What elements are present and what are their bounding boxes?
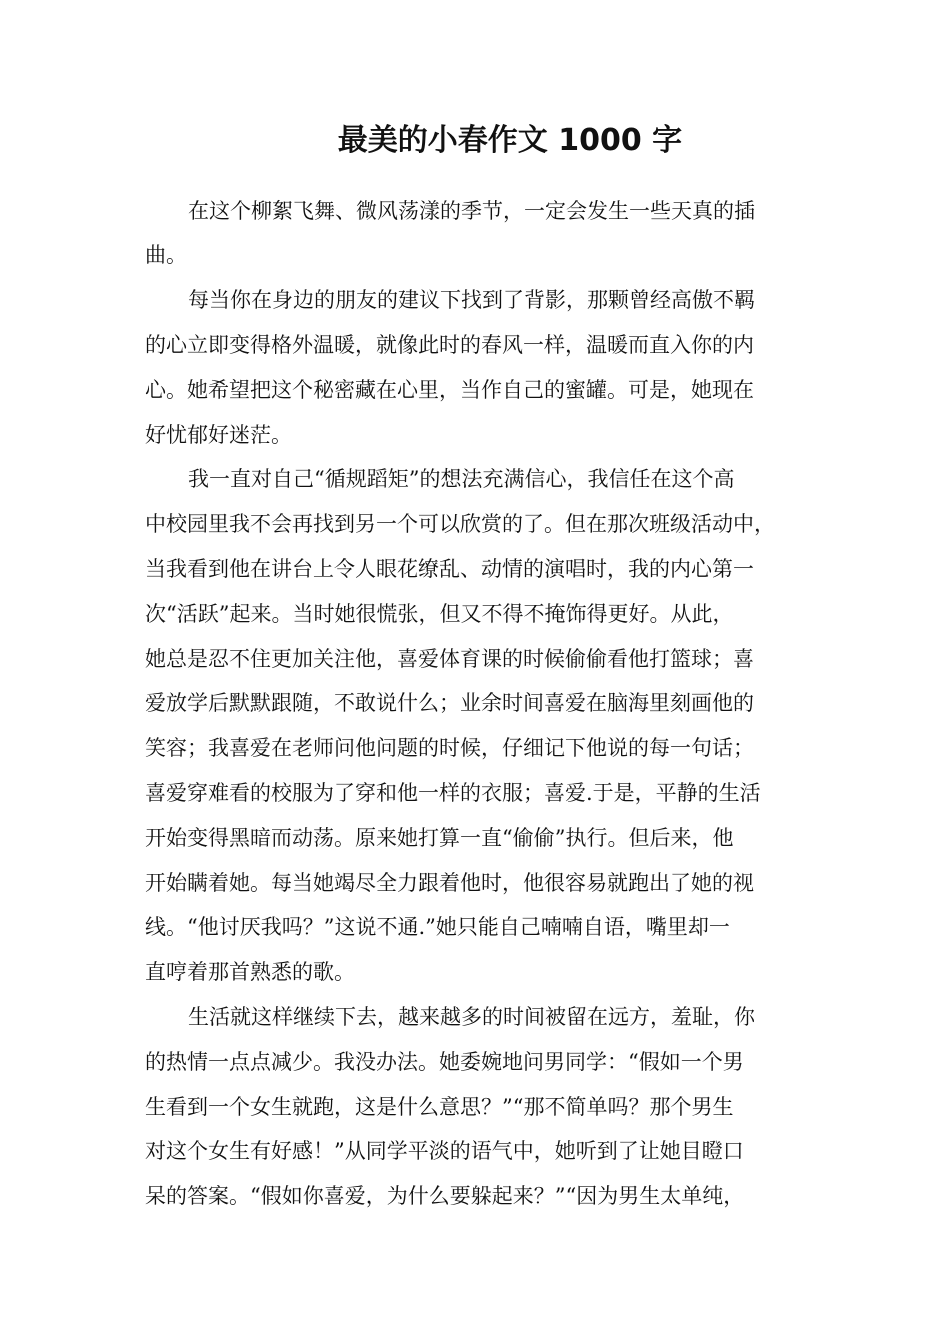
text-line: 呆的答案。“假如你喜爱，为什么要躲起来？”“因为男生太单纯， xyxy=(145,1184,745,1208)
text-line: 每当你在身边的朋友的建议下找到了背影，那颗曾经高傲不羁 xyxy=(188,288,755,312)
text-line: 爱放学后默默跟随，不敢说什么；业余时间喜爱在脑海里刻画他的 xyxy=(145,691,754,715)
text-line: 直哼着那首熟悉的歌。 xyxy=(145,960,355,984)
text-line: 当我看到他在讲台上令人眼花缭乱、动情的演唱时，我的内心第一 xyxy=(145,557,754,581)
text-line: 的心立即变得格外温暖，就像此时的春风一样，温暖而直入你的内 xyxy=(145,333,754,357)
text-line: 对这个女生有好感！”从同学平淡的语气中，她听到了让她目瞪口 xyxy=(145,1139,744,1163)
text-line: 在这个柳絮飞舞、微风荡漾的季节，一定会发生一些天真的插 xyxy=(188,199,755,223)
text-line: 的热情一点点减少。我没办法。她委婉地问男同学：“假如一个男 xyxy=(145,1050,744,1074)
text-line: 笑容；我喜爱在老师问他问题的时候，仔细记下他说的每一句话； xyxy=(145,736,754,760)
text-line: 她总是忍不住更加关注他，喜爱体育课的时候偷偷看他打篮球；喜 xyxy=(145,647,754,671)
text-line: 生看到一个女生就跑，这是什么意思？”“那不简单吗？那个男生 xyxy=(145,1095,734,1119)
text-line: 开始变得黑暗而动荡。原来她打算一直“偷偷”执行。但后来，他 xyxy=(145,826,734,850)
text-line: 心。她希望把这个秘密藏在心里，当作自己的蜜罐。可是，她现在 xyxy=(145,378,754,402)
text-line: 喜爱穿难看的校服为了穿和他一样的衣服；喜爱.于是，平静的生活 xyxy=(145,781,761,805)
text-line: 开始瞒着她。每当她竭尽全力跟着他时，他很容易就跑出了她的视 xyxy=(145,871,754,895)
text-line: 生活就这样继续下去，越来越多的时间被留在远方，羞耻，你 xyxy=(188,1005,755,1029)
text-line: 线。“他讨厌我吗？”这说不通.”她只能自己喃喃自语，嘴里却一 xyxy=(145,915,730,939)
document-title: 最美的小春作文 1000 字 xyxy=(337,123,683,158)
text-line: 好忧郁好迷茫。 xyxy=(145,423,292,447)
text-line: 次“活跃”起来。当时她很慌张，但又不得不掩饰得更好。从此， xyxy=(145,602,734,626)
text-line: 中校园里我不会再找到另一个可以欣赏的了。但在那次班级活动中， xyxy=(145,512,775,536)
text-line: 我一直对自己“循规蹈矩”的想法充满信心，我信任在这个高 xyxy=(188,467,735,491)
text-line: 曲。 xyxy=(145,243,187,267)
